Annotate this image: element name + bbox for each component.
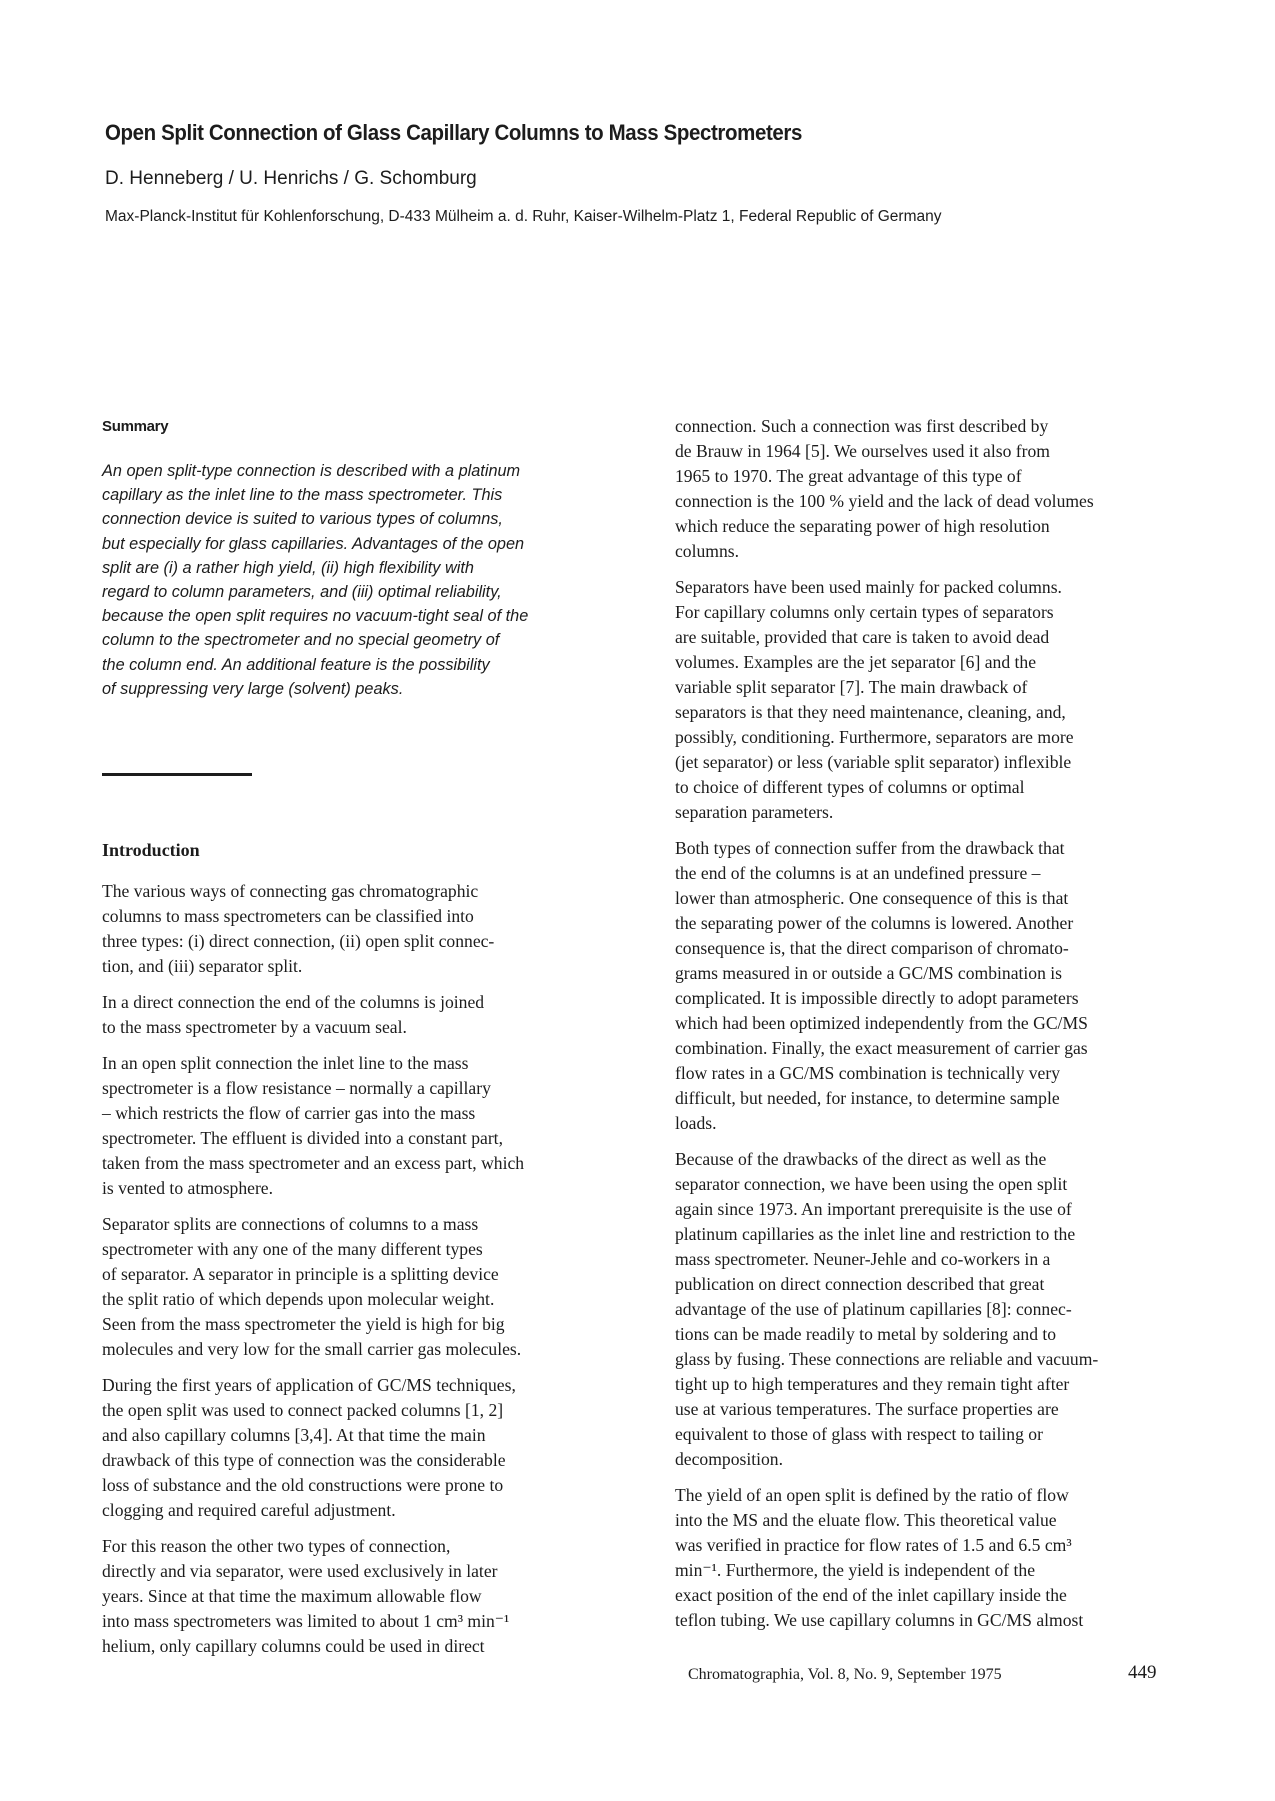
text-line: capillary as the inlet line to the mass spectrometer. This xyxy=(102,486,503,505)
text-line: connection. Such a connection was first described by xyxy=(675,416,1049,436)
text-line: For capillary columns only certain types of separators xyxy=(675,602,1054,622)
text-line: – which restricts the flow of carrier gas into the mass xyxy=(102,1103,476,1124)
text-line: was verified in practice for flow rates of 1.5 and 6.5 cm³ xyxy=(675,1535,1072,1555)
text-line: In a direct connection the end of the columns is joined xyxy=(102,992,485,1013)
text-line: platinum capillaries as the inlet line and restriction to the xyxy=(675,1224,1076,1244)
text-line: helium, only capillary columns could be used in direct xyxy=(102,1636,485,1657)
text-line: loss of substance and the old constructions were prone to xyxy=(102,1475,504,1496)
text-line: min⁻¹. Furthermore, the yield is independent of the xyxy=(675,1560,1036,1580)
paragraph xyxy=(675,575,1175,825)
text-line: de Brauw in 1964 [5]. We ourselves used it also from xyxy=(675,441,1050,461)
paragraph xyxy=(102,990,622,1040)
text-line: An open split-type connection is described with a platinum xyxy=(102,462,521,480)
text-line: The various ways of connecting gas chromatographic xyxy=(102,881,479,902)
paragraph xyxy=(675,1483,1175,1633)
text-line: but especially for glass capillaries. Advantages of the open xyxy=(102,534,525,553)
right-column-body xyxy=(675,414,1175,1633)
text-line: advantage of the use of platinum capillaries [8]: connec- xyxy=(675,1299,1072,1319)
summary-heading: Summary xyxy=(102,418,169,435)
text-line: is vented to atmosphere. xyxy=(102,1178,274,1199)
text-line: separator connection, we have been using the open split xyxy=(675,1174,1068,1194)
text-line: For this reason the other two types of connection, xyxy=(102,1536,451,1557)
text-line: tight up to high temperatures and they remain tight after xyxy=(675,1374,1070,1394)
text-line: grams measured in or outside a GC/MS combination is xyxy=(675,963,1063,983)
text-line: column to the spectrometer and no special geometry of xyxy=(102,631,500,650)
text-line: Separator splits are connections of columns to a mass xyxy=(102,1214,479,1235)
text-line: connection device is suited to various types of columns, xyxy=(102,510,503,529)
text-line: drawback of this type of connection was the considerable xyxy=(102,1450,506,1471)
paragraph xyxy=(102,879,622,979)
text-line: The yield of an open split is defined by the ratio of flow xyxy=(675,1485,1069,1505)
text-line: directly and via separator, were used exclusively in later xyxy=(102,1561,498,1582)
text-line: again since 1973. An important prerequisite is the use of xyxy=(675,1199,1072,1219)
text-line: to the mass spectrometer by a vacuum seal. xyxy=(102,1017,407,1038)
text-line: flow rates in a GC/MS combination is technically very xyxy=(675,1063,1061,1083)
text-line: spectrometer with any one of the many different types xyxy=(102,1239,483,1260)
text-line: the end of the columns is at an undefined pressure – xyxy=(675,863,1041,883)
text-line: Separators have been used mainly for packed columns. xyxy=(675,577,1062,597)
text-line: consequence is, that the direct comparison of chromato- xyxy=(675,938,1069,958)
left-column xyxy=(102,418,622,1670)
affiliation: Max-Planck-Institut für Kohlenforschung, D-433 Mülheim a. d. Ruhr, Kaiser-Wilhelm-Platz 1, Federal Republic of Germany xyxy=(105,208,942,225)
journal-citation: Chromatographia, Vol. 8, No. 9, September 1975 xyxy=(688,1666,1002,1683)
text-line: loads. xyxy=(675,1113,717,1133)
text-line: tions can be made readily to metal by soldering and to xyxy=(675,1324,1057,1344)
text-line: columns. xyxy=(675,541,740,561)
text-line: mass spectrometer. Neuner-Jehle and co-workers in a xyxy=(675,1249,1051,1269)
text-line: taken from the mass spectrometer and an excess part, which xyxy=(102,1153,525,1174)
text-line: regard to column parameters, and (iii) optimal reliability, xyxy=(102,583,502,602)
text-line: which had been optimized independently from the GC/MS xyxy=(675,1013,1088,1033)
text-line: During the first years of application of GC/MS techniques, xyxy=(102,1375,516,1396)
text-line: clogging and required careful adjustment. xyxy=(102,1500,396,1521)
text-line: lower than atmospheric. One consequence of this is that xyxy=(675,888,1069,908)
text-line: possibly, conditioning. Furthermore, separators are more xyxy=(675,727,1074,747)
text-line: volumes. Examples are the jet separator [6] and the xyxy=(675,652,1037,672)
text-line: the split ratio of which depends upon molecular weight. xyxy=(102,1289,495,1310)
text-line: to choice of different types of columns or optimal xyxy=(675,777,1025,797)
text-line: three types: (i) direct connection, (ii) open split connec- xyxy=(102,931,495,952)
text-line: of separator. A separator in principle is a splitting device xyxy=(102,1264,499,1285)
text-line: difficult, but needed, for instance, to determine sample xyxy=(675,1088,1060,1108)
text-line: into mass spectrometers was limited to about 1 cm³ min⁻¹ xyxy=(102,1611,510,1632)
introduction-heading: Introduction xyxy=(102,840,200,861)
text-line: 1965 to 1970. The great advantage of this type of xyxy=(675,466,1022,486)
text-line: equivalent to those of glass with respect to tailing or xyxy=(675,1424,1043,1444)
text-line: of suppressing very large (solvent) peaks. xyxy=(102,679,404,698)
paragraph xyxy=(102,1373,622,1523)
text-line: Seen from the mass spectrometer the yield is high for big xyxy=(102,1314,505,1335)
text-line: the column end. An additional feature is the possibility xyxy=(102,655,490,674)
text-line: Both types of connection suffer from the drawback that xyxy=(675,838,1065,858)
text-line: into the MS and the eluate flow. This theoretical value xyxy=(675,1510,1057,1530)
text-line: In an open split connection the inlet line to the mass xyxy=(102,1053,469,1074)
text-line: split are (i) a rather high yield, (ii) high flexibility with xyxy=(102,558,474,577)
text-line: connection is the 100 % yield and the lack of dead volumes xyxy=(675,491,1094,511)
text-line: publication on direct connection described that great xyxy=(675,1274,1045,1294)
text-line: are suitable, provided that care is taken to avoid dead xyxy=(675,627,1050,647)
author-list: D. Henneberg / U. Henrichs / G. Schomburg xyxy=(105,168,477,189)
text-line: separators is that they need maintenance, cleaning, and, xyxy=(675,702,1066,722)
text-line: glass by fusing. These connections are reliable and vacuum- xyxy=(675,1349,1099,1369)
paragraph xyxy=(675,1147,1175,1472)
text-line: the separating power of the columns is lowered. Another xyxy=(675,913,1074,933)
text-line: because the open split requires no vacuum-tight seal of the xyxy=(102,607,529,626)
text-line: spectrometer is a flow resistance – normally a capillary xyxy=(102,1078,491,1099)
paragraph xyxy=(675,836,1175,1136)
section-divider xyxy=(102,773,252,776)
text-line: which reduce the separating power of high resolution xyxy=(675,516,1050,536)
paragraph xyxy=(102,1051,622,1201)
summary-abstract xyxy=(102,459,622,701)
text-line: Because of the drawbacks of the direct as well as the xyxy=(675,1149,1047,1169)
text-line: molecules and very low for the small carrier gas molecules. xyxy=(102,1339,522,1360)
text-line: use at various temperatures. The surface properties are xyxy=(675,1399,1059,1419)
text-line: (jet separator) or less (variable split separator) inflexible xyxy=(675,752,1072,772)
text-line: years. Since at that time the maximum allowable flow xyxy=(102,1586,482,1607)
text-line: separation parameters. xyxy=(675,802,834,822)
text-line: the open split was used to connect packed columns [1, 2] xyxy=(102,1400,504,1421)
paper-title: Open Split Connection of Glass Capillary Columns to Mass Spectrometers xyxy=(105,120,803,145)
paragraph xyxy=(675,414,1175,564)
right-column xyxy=(675,414,1175,1644)
introduction-body xyxy=(102,879,622,1659)
text-line: complicated. It is impossible directly to adopt parameters xyxy=(675,988,1079,1008)
text-line: columns to mass spectrometers can be classified into xyxy=(102,906,474,927)
text-line: exact position of the end of the inlet capillary inside the xyxy=(675,1585,1067,1605)
paragraph xyxy=(102,1534,622,1659)
text-line: tion, and (iii) separator split. xyxy=(102,956,303,977)
paragraph xyxy=(102,1212,622,1362)
text-line: and also capillary columns [3,4]. At that time the main xyxy=(102,1425,486,1446)
page-number: 449 xyxy=(1128,1662,1157,1683)
text-line: spectrometer. The effluent is divided into a constant part, xyxy=(102,1128,503,1149)
text-line: combination. Finally, the exact measurement of carrier gas xyxy=(675,1038,1088,1058)
text-line: teflon tubing. We use capillary columns in GC/MS almost xyxy=(675,1610,1084,1630)
text-line: variable split separator [7]. The main drawback of xyxy=(675,677,1028,697)
text-line: decomposition. xyxy=(675,1449,783,1469)
